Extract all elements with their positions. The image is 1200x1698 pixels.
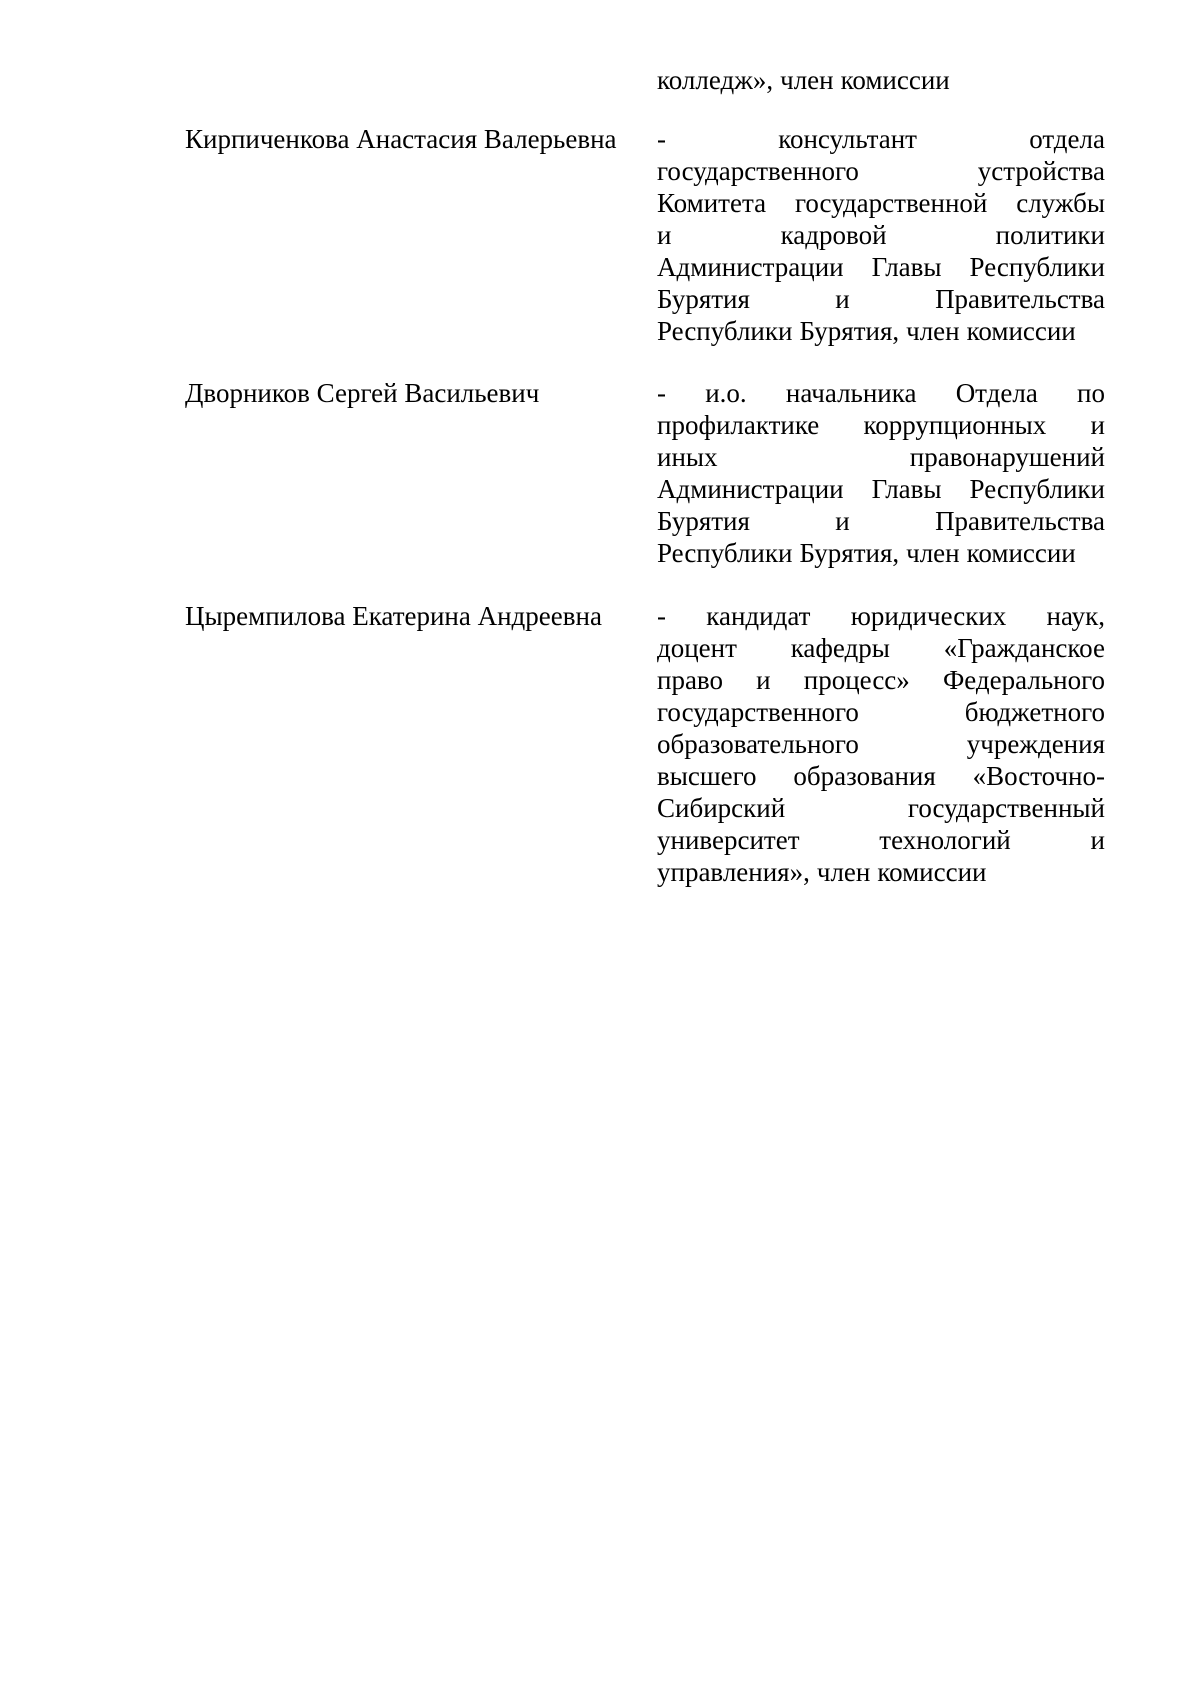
desc-line <box>657 251 1105 283</box>
desc-line <box>657 377 1105 409</box>
continuation-row <box>185 64 1117 96</box>
word: Бурятия, <box>799 538 900 568</box>
member-row <box>185 123 1117 347</box>
desc-line <box>657 155 1105 187</box>
desc-line <box>657 792 1105 824</box>
desc-line <box>657 537 1105 569</box>
desc-line <box>657 856 1105 888</box>
word: правонарушений <box>909 442 1105 472</box>
desc-line <box>657 441 1105 473</box>
desc-line <box>657 473 1105 505</box>
word: Бурятия, <box>799 316 900 346</box>
word: «Восточно- <box>972 761 1105 791</box>
word: Правительства <box>935 506 1105 536</box>
word: член <box>906 538 960 568</box>
word: наук, <box>1046 601 1105 631</box>
word: Республики <box>657 538 793 568</box>
word: иных <box>657 442 718 472</box>
word: профилактике <box>657 410 820 440</box>
word: право <box>657 665 723 695</box>
word: государственный <box>907 793 1105 823</box>
word: университет <box>657 825 800 855</box>
word: кандидат <box>706 601 811 631</box>
desc-line <box>657 187 1105 219</box>
member-name: Цыремпилова Екатерина Андреевна <box>185 601 602 631</box>
word: Республики <box>657 316 793 346</box>
member-row <box>185 600 1117 888</box>
word: и.о. <box>705 378 747 408</box>
word: образования <box>793 761 936 791</box>
word: и <box>835 506 850 536</box>
word: и <box>1090 410 1105 440</box>
word: образовательного <box>657 729 859 759</box>
word: отдела <box>1029 124 1105 154</box>
word: государственного <box>657 697 859 727</box>
continuation-description <box>657 64 1105 96</box>
word: Республики <box>969 474 1105 504</box>
word: член <box>780 65 834 95</box>
word: службы <box>1016 188 1105 218</box>
word: Главы <box>871 252 942 282</box>
word: Администрации <box>657 474 844 504</box>
word: и <box>756 665 771 695</box>
word: высшего <box>657 761 757 791</box>
desc-line <box>657 632 1105 664</box>
word: коррупционных <box>863 410 1047 440</box>
desc-line <box>657 824 1105 856</box>
desc-line <box>657 664 1105 696</box>
word: Администрации <box>657 252 844 282</box>
word: кафедры <box>790 633 890 663</box>
word: бюджетного <box>964 697 1105 727</box>
desc-line <box>657 728 1105 760</box>
word: колледж», <box>657 65 774 95</box>
word: Федерального <box>942 665 1105 695</box>
member-name: Дворников Сергей Васильевич <box>185 378 540 408</box>
word: «Гражданское <box>943 633 1105 663</box>
word: по <box>1077 378 1105 408</box>
desc-line <box>657 315 1105 347</box>
word: устройства <box>977 156 1105 186</box>
word: - <box>657 124 666 154</box>
word: Бурятия <box>657 506 750 536</box>
word: учреждения <box>966 729 1105 759</box>
word: управления», <box>657 857 810 887</box>
word: комиссии <box>966 538 1076 568</box>
member-description <box>657 377 1105 569</box>
word: процесс» <box>803 665 910 695</box>
word: Правительства <box>935 284 1105 314</box>
word: доцент <box>657 633 737 663</box>
word: Республики <box>969 252 1105 282</box>
word: комиссии <box>966 316 1076 346</box>
word: государственного <box>657 156 859 186</box>
desc-line <box>657 760 1105 792</box>
word: Бурятия <box>657 284 750 314</box>
member-name: Кирпиченкова Анастасия Валерьевна <box>185 124 617 154</box>
desc-line <box>657 505 1105 537</box>
word: консультант <box>778 124 917 154</box>
word: комиссии <box>877 857 987 887</box>
member-description <box>657 123 1105 347</box>
word: член <box>906 316 960 346</box>
word: - <box>657 601 666 631</box>
word: начальника <box>785 378 917 408</box>
word: и <box>1090 825 1105 855</box>
desc-line <box>657 123 1105 155</box>
word: Главы <box>871 474 942 504</box>
word: политики <box>995 220 1105 250</box>
word: член <box>816 857 871 887</box>
word: комиссии <box>840 65 950 95</box>
word: - <box>657 378 666 408</box>
word: Отдела <box>955 378 1038 408</box>
word: и <box>835 284 850 314</box>
desc-line <box>657 600 1105 632</box>
word: Комитета <box>657 188 767 218</box>
word: кадровой <box>780 220 887 250</box>
member-description <box>657 600 1105 888</box>
word: технологий <box>879 825 1011 855</box>
word: и <box>657 220 672 250</box>
member-row <box>185 377 1117 569</box>
desc-line <box>657 696 1105 728</box>
desc-line <box>657 409 1105 441</box>
desc-line <box>657 283 1105 315</box>
desc-line <box>657 64 1105 96</box>
word: государственной <box>794 188 988 218</box>
desc-line <box>657 219 1105 251</box>
word: юридических <box>850 601 1007 631</box>
word: Сибирский <box>657 793 786 823</box>
